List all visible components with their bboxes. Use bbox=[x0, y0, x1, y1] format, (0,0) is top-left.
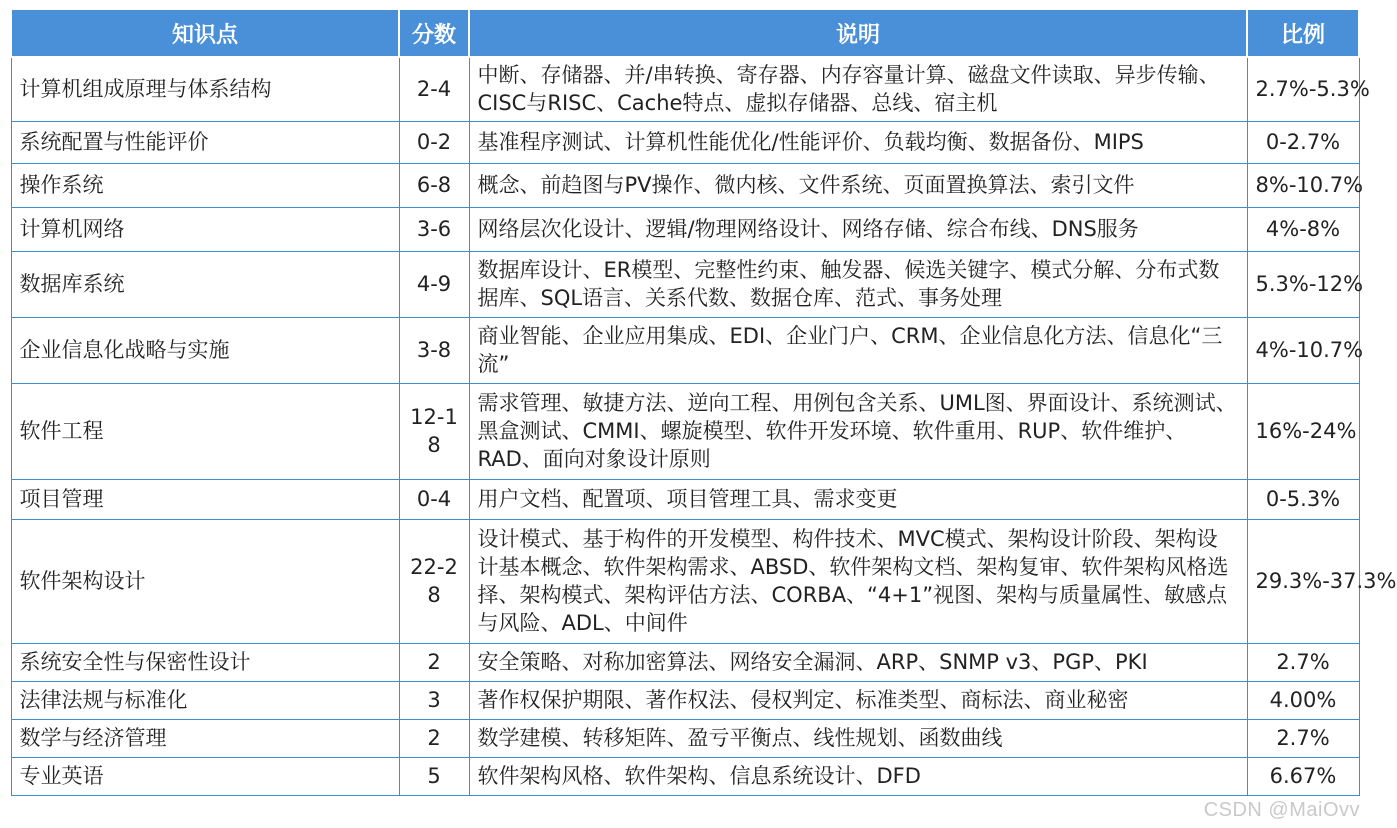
table-row bbox=[11, 643, 1359, 681]
header-score: 分数 bbox=[399, 9, 469, 57]
topic-cell: 系统安全性与保密性设计 bbox=[11, 643, 399, 681]
table-body bbox=[11, 57, 1397, 795]
table-row bbox=[11, 479, 1359, 519]
score-cell: 5 bbox=[399, 757, 469, 795]
description-cell: 数据库设计、ER模型、完整性约束、触发器、候选关键字、模式分解、分布式数据库、SQL语言、关系代数、数据仓库、范式、事务处理 bbox=[469, 251, 1247, 317]
table-row bbox=[11, 719, 1359, 757]
topic-cell: 软件架构设计 bbox=[11, 519, 399, 643]
topic-cell: 专业英语 bbox=[11, 757, 399, 795]
ratio-cell: 2.7% bbox=[1247, 719, 1359, 757]
score-cell: 2 bbox=[399, 719, 469, 757]
ratio-cell: 2.7% bbox=[1247, 643, 1359, 681]
table-row bbox=[11, 251, 1359, 317]
score-cell: 4-9 bbox=[399, 251, 469, 317]
table-row bbox=[11, 681, 1359, 719]
score-cell: 3-8 bbox=[399, 317, 469, 383]
score-cell: 2-4 bbox=[399, 57, 469, 121]
ratio-cell: 0-5.3% bbox=[1247, 479, 1359, 519]
table-row bbox=[11, 121, 1359, 163]
description-cell: 设计模式、基于构件的开发模型、构件技术、MVC模式、架构设计阶段、架构设计基本概念、软件架构需求、ABSD、软件架构文档、架构复审、软件架构风格选择、架构模式、架构评估方法、CORBA、“4+1”视图、架构与质量属性、敏感点与风险、ADL、中间件 bbox=[469, 519, 1247, 643]
exam-topics-table-container bbox=[10, 8, 1397, 796]
ratio-cell: 4.00% bbox=[1247, 681, 1359, 719]
topic-cell: 企业信息化战略与实施 bbox=[11, 317, 399, 383]
topic-cell: 项目管理 bbox=[11, 479, 399, 519]
description-cell: 著作权保护期限、著作权法、侵权判定、标准类型、商标法、商业秘密 bbox=[469, 681, 1247, 719]
score-cell: 12-18 bbox=[399, 383, 469, 479]
description-cell: 安全策略、对称加密算法、网络安全漏洞、ARP、SNMP v3、PGP、PKI bbox=[469, 643, 1247, 681]
topic-cell: 系统配置与性能评价 bbox=[11, 121, 399, 163]
description-cell: 基准程序测试、计算机性能优化/性能评价、负载均衡、数据备份、MIPS bbox=[469, 121, 1247, 163]
topic-cell: 数学与经济管理 bbox=[11, 719, 399, 757]
description-cell: 需求管理、敏捷方法、逆向工程、用例包含关系、UML图、界面设计、系统测试、黑盒测试、CMMI、螺旋模型、软件开发环境、软件重用、RUP、软件维护、RAD、面向对象设计原则 bbox=[469, 383, 1247, 479]
description-cell: 数学建模、转移矩阵、盈亏平衡点、线性规划、函数曲线 bbox=[469, 719, 1247, 757]
score-cell: 22-28 bbox=[399, 519, 469, 643]
description-cell: 商业智能、企业应用集成、EDI、企业门户、CRM、企业信息化方法、信息化“三流” bbox=[469, 317, 1247, 383]
header-ratio: 比例 bbox=[1247, 9, 1359, 57]
topic-cell: 数据库系统 bbox=[11, 251, 399, 317]
exam-topics-table bbox=[10, 8, 1397, 796]
table-row bbox=[11, 207, 1359, 251]
score-cell: 2 bbox=[399, 643, 469, 681]
topic-cell: 操作系统 bbox=[11, 163, 399, 207]
score-cell: 6-8 bbox=[399, 163, 469, 207]
description-cell: 网络层次化设计、逻辑/物理网络设计、网络存储、综合布线、DNS服务 bbox=[469, 207, 1247, 251]
score-cell: 3-6 bbox=[399, 207, 469, 251]
description-cell: 中断、存储器、并/串转换、寄存器、内存容量计算、磁盘文件读取、异步传输、CISC与RISC、Cache特点、虚拟存储器、总线、宿主机 bbox=[469, 57, 1247, 121]
topic-cell: 法律法规与标准化 bbox=[11, 681, 399, 719]
topic-cell: 计算机网络 bbox=[11, 207, 399, 251]
ratio-cell: 5.3%-12% bbox=[1247, 251, 1359, 317]
ratio-cell: 2.7%-5.3% bbox=[1247, 57, 1359, 121]
score-cell: 3 bbox=[399, 681, 469, 719]
header-description: 说明 bbox=[469, 9, 1247, 57]
ratio-cell: 6.67% bbox=[1247, 757, 1359, 795]
header-row bbox=[11, 9, 1359, 57]
table-row bbox=[11, 383, 1359, 479]
description-cell: 软件架构风格、软件架构、信息系统设计、DFD bbox=[469, 757, 1247, 795]
score-cell: 0-2 bbox=[399, 121, 469, 163]
ratio-cell: 29.3%-37.3% bbox=[1247, 519, 1359, 643]
table-row bbox=[11, 163, 1359, 207]
description-cell: 用户文档、配置项、项目管理工具、需求变更 bbox=[469, 479, 1247, 519]
table-row bbox=[11, 757, 1359, 795]
csdn-watermark: CSDN @MaiOvv bbox=[1203, 799, 1360, 821]
ratio-cell: 0-2.7% bbox=[1247, 121, 1359, 163]
score-cell: 0-4 bbox=[399, 479, 469, 519]
ratio-cell: 4%-10.7% bbox=[1247, 317, 1359, 383]
ratio-cell: 4%-8% bbox=[1247, 207, 1359, 251]
description-cell: 概念、前趋图与PV操作、微内核、文件系统、页面置换算法、索引文件 bbox=[469, 163, 1247, 207]
table-header bbox=[11, 9, 1359, 57]
table-row bbox=[11, 519, 1359, 643]
header-topic: 知识点 bbox=[11, 9, 399, 57]
topic-cell: 计算机组成原理与体系结构 bbox=[11, 57, 399, 121]
topic-cell: 软件工程 bbox=[11, 383, 399, 479]
ratio-cell: 16%-24% bbox=[1247, 383, 1359, 479]
table-row bbox=[11, 317, 1359, 383]
table-row bbox=[11, 57, 1359, 121]
ratio-cell: 8%-10.7% bbox=[1247, 163, 1359, 207]
